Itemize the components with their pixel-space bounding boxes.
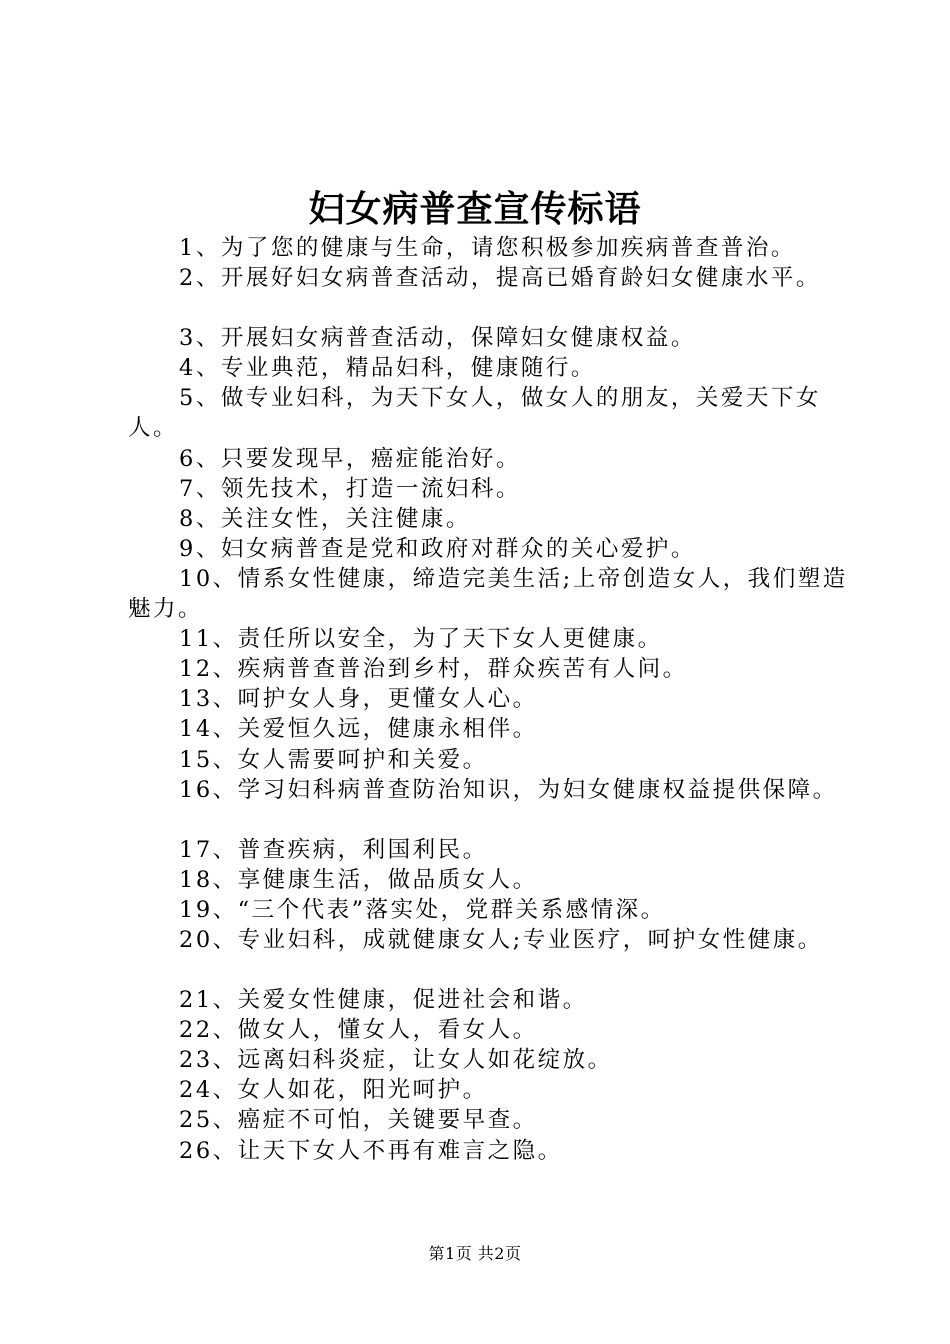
list-item: 24、女人如花，阳光呵护。 (179, 1077, 488, 1104)
list-item: 7、领先技术，打造一流妇科。 (179, 475, 521, 502)
list-item: 10、情系女性健康，缔造完美生活;上帝创造女人，我们塑造魅力。 (128, 565, 848, 623)
list-item: 25、癌症不可怕，关键要早查。 (179, 1107, 538, 1134)
list-item: 1、为了您的健康与生命，请您积极参加疾病普查普治。 (179, 235, 796, 261)
list-item: 21、关爱女性健康，促进社会和谐。 (179, 987, 588, 1014)
list-item: 14、关爱恒久远，健康永相伴。 (179, 716, 538, 743)
document-title: 妇女病普查宣传标语 (308, 188, 642, 230)
list-item: 3、开展妇女病普查活动，保障妇女健康权益。 (179, 325, 696, 352)
list-item: 19、“三个代表”落实处，党群关系感情深。 (179, 896, 666, 923)
list-item: 8、关注女性，关注健康。 (179, 505, 471, 532)
list-item: 5、做专业妇科，为天下女人，做女人的朋友，关爱天下女人。 (128, 385, 821, 442)
list-item: 23、远离妇科炎症，让女人如花绽放。 (179, 1047, 613, 1074)
list-item: 13、呵护女人身，更懂女人心。 (179, 686, 538, 713)
list-item: 15、女人需要呵护和关爱。 (179, 746, 488, 773)
page-number-footer: 第1页 共2页 (428, 1244, 522, 1263)
list-item: 12、疾病普查普治到乡村，群众疾苦有人问。 (179, 656, 688, 683)
list-item: 16、学习妇科病普查防治知识，为妇女健康权益提供保障。 (179, 776, 838, 803)
list-item: 22、做女人，懂女人，看女人。 (179, 1017, 538, 1044)
list-item: 20、专业妇科，成就健康女人;专业医疗，呵护女性健康。 (179, 926, 823, 953)
list-item: 26、让天下女人不再有难言之隐。 (179, 1137, 563, 1164)
slogan-list (128, 233, 848, 1166)
list-item: 11、责任所以安全，为了天下女人更健康。 (179, 626, 663, 653)
list-item: 9、妇女病普查是党和政府对群众的关心爱护。 (179, 535, 696, 562)
list-item: 6、只要发现早，癌症能治好。 (179, 445, 521, 472)
list-item: 4、专业典范，精品妇科，健康随行。 (179, 355, 596, 382)
list-item: 2、开展好妇女病普查活动，提高已婚育龄妇女健康水平。 (179, 265, 821, 292)
list-item: 18、享健康生活，做品质女人。 (179, 866, 538, 893)
list-item: 17、普查疾病，利国利民。 (179, 836, 488, 863)
